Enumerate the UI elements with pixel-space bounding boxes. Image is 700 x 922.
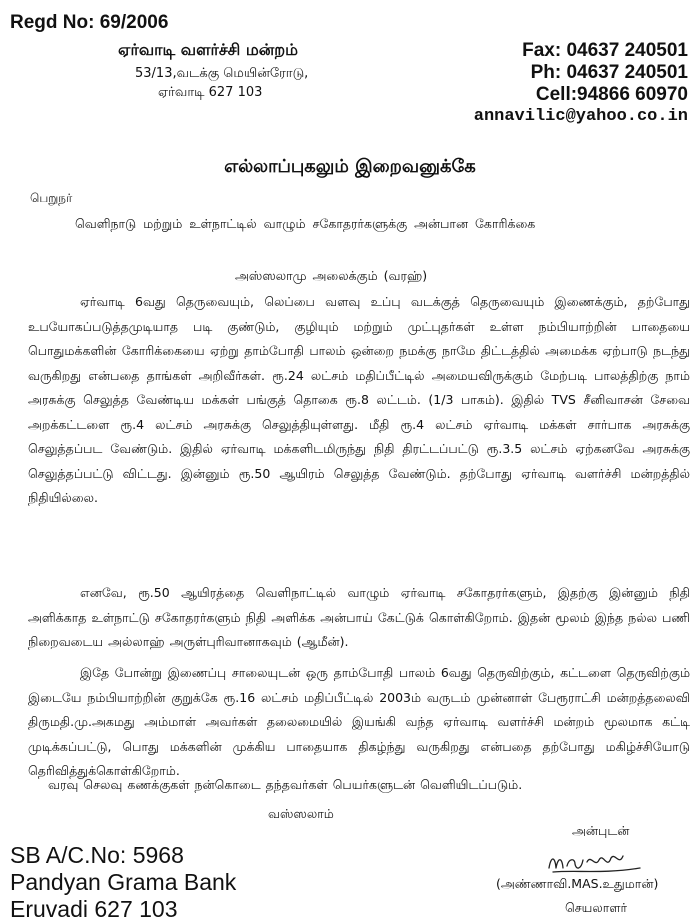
bank-branch: Eruvadi 627 103 <box>10 896 178 922</box>
signer-designation: செயலாளர் <box>565 900 628 915</box>
fax-number: Fax: 04637 240501 <box>522 40 688 61</box>
email-address: annavilic@yahoo.co.in <box>473 107 688 126</box>
signer-name: (அண்ணாவி.MAS.உதுமான்) <box>496 876 659 891</box>
bank-details <box>10 842 236 922</box>
registration-number: Regd No: 69/2006 <box>10 12 169 33</box>
bank-name: Pandyan Grama Bank <box>10 869 237 895</box>
subject-line: வெளிநாடு மற்றும் உள்நாட்டில் வாழும் சகோதரர்களுக்கு அன்பான கோரிக்கை <box>75 216 536 231</box>
letter-heading: எல்லாப்புகலும் இறைவனுக்கே <box>224 156 476 177</box>
closing-greeting: வஸ்ஸலாம் <box>268 806 334 821</box>
greeting: அஸ்ஸலாமு அலைக்கும் (வரஹ்) <box>235 268 428 283</box>
contact-block <box>474 40 688 128</box>
salutation: பெறுநர் <box>30 191 73 205</box>
sign-off: அன்புடன் <box>572 823 630 838</box>
bank-account-number: SB A/C.No: 5968 <box>10 842 184 868</box>
paragraph-4: வரவு செலவு கணக்குகள் நன்கொடை தந்தவர்கள் பெயர்களுடன் வெளியிடப்படும். <box>48 777 523 792</box>
organization-name: ஏர்வாடி வளர்ச்சி மன்றம் <box>118 40 299 59</box>
paragraph-2: எனவே, ரூ.50 ஆயிரத்தை வெளிநாட்டில் வாழும் ஏர்வாடி சகோதரர்களும், இதற்கு இன்னும் நிதி அளிக்காத உள்நாட்டு சகோதரர்களும் நிதி அளிக்க அன்பாய் கேட்டுக் கொள்கிறோம். இதன் மூலம் இந்த நல்ல பணி நிறைவடைய அல்லாஹ் அருள்புரிவானாகவும் (ஆமீன்). <box>28 585 690 649</box>
phone-number: Ph: 04637 240501 <box>530 62 688 83</box>
cell-number: Cell:94866 60970 <box>535 84 688 105</box>
paragraph-3: இதே போன்று இணைப்பு சாலையுடன் ஒரு தாம்போதி பாலம் 6வது தெருவிற்கும், கட்டளை தெருவிற்கும் இடையே நம்பியாற்றின் குறுக்கே ரூ.16 லட்சம் மதிப்பீட்டில் 2003ம் வருடம் முன்னாள் பேரூராட்சி மன்றத்தலைவி திருமதி.மு.அகமது அம்மாள் அவர்கள் தலைமையில் இயங்கி வந்த ஏர்வாடி வளர்ச்சி மன்றம் மூலமாக கட்டி முடிக்கப்பட்டு, பொது மக்களின் முக்கிய பாதையாக திகழ்ந்து வருகிறது என்பதை தற்போது மகிழ்ச்சியோடு தெரிவித்துக்கொள்கிறோம். <box>28 665 690 778</box>
handwritten-signature <box>545 848 645 876</box>
paragraph-1: ஏர்வாடி 6வது தெருவையும், லெப்பை வளவு உப்பு வடக்குத் தெருவையும் இணைக்கும், தற்போது உபயோகப்படுத்தமுடியாத படி குண்டும், குழியும் மற்றும் முட்புதர்கள் உள்ள நம்பியாற்றின் பாதையை பொதுமக்களின் கோரிக்கையை ஏற்று தாம்போதி பாலம் ஒன்றை நமக்கு நாமே திட்டத்தில் அமைக்க ஏற்பாடு நடந்து வருகிறது என்பதை தாங்கள் அறிவீர்கள். ரூ.24 லட்சம் மதிப்பீட்டில் அமையவிருக்கும் மேற்படி பாலத்திற்கு நாம் அரசுக்கு செலுத்த வேண்டிய மக்கள் பங்குத் தொகை ரூ.8 லட்டம். (1/3 பாகம்). இதில் TVS சீனிவாசன் சேவை அறக்கட்டளை ரூ.4 லட்சம் அரசுக்கு செலுத்தியுள்ளது. மீதி ரூ.4 லட்சம் ஏர்வாடி மக்கள் சார்பாக அரசுக்கு செலுத்தப்பட வேண்டும். இதில் ஏர்வாடி மக்களிடமிருந்து நிதி திரட்டப்பட்டு ரூ.3.5 லட்சம் ஏற்கனவே அரசுக்கு செலுத்தப்பட்டு விட்டது. இன்னும் ரூ.50 ஆயிரம் செலுத்த வேண்டும். தற்போது ஏர்வாடி வளர்ச்சி மன்றத்தில் நிதியில்லை. <box>28 294 690 505</box>
address-line-2: ஏர்வாடி 627 103 <box>158 85 263 100</box>
address-line-1: 53/13,வடக்கு மெயின்ரோடு, <box>135 66 309 81</box>
